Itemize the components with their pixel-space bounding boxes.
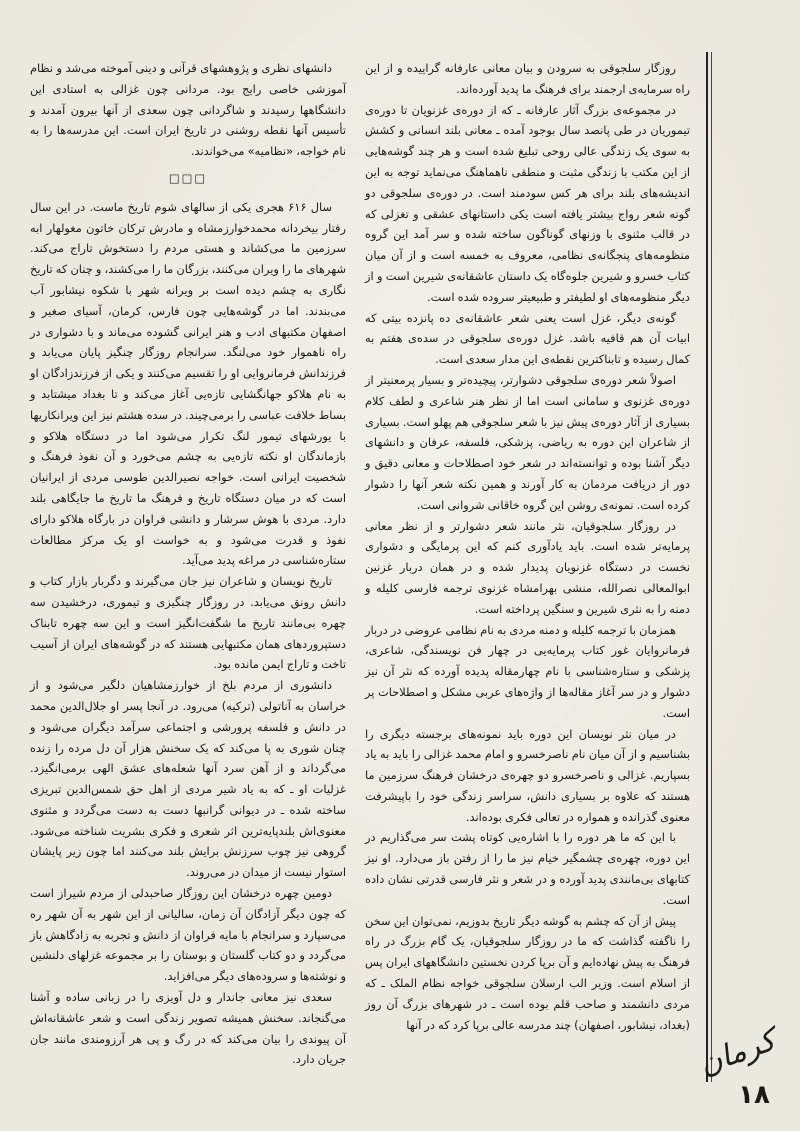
column-rule xyxy=(706,52,708,1082)
paragraph: در مجموعه‌ی بزرگ آثار عارفانه ـ که از دوره‌ی غزنویان تا دوره‌ی تیموریان در طی پانصد سال بوجود آمده ـ معانی بلند انسانی و کشش به سوی یک زندگی عالی روحی تبلیغ شده است و هر چند گوشه‌هایی از این مکتب با زندگی مثبت و منطقی ناهماهنگ می‌نماید توجه به این اندیشه‌های بلند برای هر کس سودمند است. در دوره‌ی سلجوقی دو گونه شعر رواج بیشتر یافته است یکی داستانهای عشقی و تغزلی که در قالب مثنوی با وزنهای گوناگون ساخته شده و سر آمد این گروه منظومه‌های پنجگانه‌ی نظامی، معروف به خمسه است و از آن میان کتاب خسرو و شیرین جلوه‌گاه یک داستان عاشقانه‌ی شیرین است و از دیگر منظومه‌های او لطیفتر و طبیعیتر سروده شده است. xyxy=(365,102,690,304)
section-break-ornament: □□□ xyxy=(168,170,208,185)
magazine-logo: کرمان xyxy=(694,1022,781,1083)
paragraph: گونه‌ی دیگر، غزل است یعنی شعر عاشقانه‌ی ده پانزده بیتی که ابیات آن هم قافیه باشد. غزل دوره‌ی سلجوقی در سده‌ی هفتم به کمال رسیده و تابناکترین نقطه‌ی این مدار سعدی است. xyxy=(365,310,690,367)
paragraph: پیش از آن که چشم به گوشه دیگر تاریخ بدوزیم، نمی‌توان این سخن را ناگفته گذاشت که ما در روزگار سلجوقیان، یک گام بزرگ در راه فرهنگ به پیش نهاده‌ایم و آن برپا کردن نخستین دانشگاههای ایران پس از اسلام است. وزیر الب ارسلان سلجوقی خواجه نظام الملک ـ که مردی دانشمند و صاحب قلم بوده است ـ در شهرهای بزرگ آن روز (بغداد، نیشابور، اصفهان) چند مدرسه عالی برپا کرد که در آنها xyxy=(365,913,690,1032)
paragraph: اصولاً شعر دوره‌ی سلجوقی دشوارتر، پیچیده‌تر و بسیار پرمعنیتر از دوره‌ی غزنوی و سامانی است اما از نظر هنر شاعری و لطف کلام بسیاری از آثار دوره‌ی پیش نیز با شعر سلجوقی هم پهلو است. بسیاری از شاعران این دوره به ریاضی، پزشکی، فلسفه، عرفان و دانشهای دیگر آشنا بوده و توانسته‌اند در شعر خود اصطلاحات و معانی دقیق و دور از دریافت مردمان به کار آورند و همین نکته شعر آنها را دشوار کرده است. نمونه‌ی روشن این گروه خاقانی شروانی است. xyxy=(365,372,690,512)
paragraph: در میان نثر نویسان این دوره باید نمونه‌های برجسته دیگری را بشناسیم و از آن میان نام ناصرخسرو و امام محمد غزالی را باید به یاد بسپاریم. غزالی و ناصرخسرو دو چهره‌ی درخشان فرهنگ سرزمین ما هستند که علاوه بر بسیاری دانش، سراسر زندگی خود را باپیشرفت معنوی گذرانده و همواره در تعالی فکری بوده‌اند. xyxy=(365,726,690,824)
right-text-column xyxy=(365,58,690,1083)
page-number: ۱۸ xyxy=(738,1080,770,1110)
paragraph: دومین چهره درخشان این روزگار صاحبدلی از مردم شیراز است که چون دیگر آزادگان آن زمان، سالیانی از این شهر به آن شهر ره می‌سپارد و سرانجام با مایه فراوان از دانش و تجربه به زادگاهش باز می‌گردد و دو کتاب گلستان و بوستان را بر مجموعه غزلهای دلنشین و نوشته‌ها و سروده‌های دیگر می‌افزاید. xyxy=(30,886,346,984)
paragraph: در روزگار سلجوقیان، نثر مانند شعر دشوارتر و از نظر معانی پرمایه‌تر شده است. باید یادآوری کنم که این پرمایگی و دشواری نخست در دستگاه غزنویان پدیدار شده و در همان دربار غزنین ابوالمعالی نصرالله، منشی بهرامشاه غزنوی ترجمه فارسی کلیله و دمنه را به نثری شیرین و سنگین پرداخته است. xyxy=(365,518,690,616)
paragraph: روزگار سلجوقی به سرودن و بیان معانی عارفانه گراییده و از این راه سرمایه‌ی ارجمند برای فرهنگ ما پدید آورده‌اند. xyxy=(365,61,690,96)
column-rule-thin xyxy=(711,52,712,1082)
left-text-column xyxy=(30,58,346,1067)
paragraph: دانشهای نظری و پژوهشهای قرآنی و دینی آموخته می‌شد و نظام آموزشی خاصی رایج بود. مردانی چون غزالی به استادی این دانشگاهها رسیدند و شاگردانی چون سعدی از آنها بیرون آمدند و تأسیس آنها نقطه روشنی در تاریخ ایران است. این مدرسه‌ها را به نام خواجه، «نظامیه» می‌خواندند. xyxy=(30,61,346,159)
paragraph: تاریخ نویسان و شاعران نیز جان می‌گیرند و دگربار بازار کتاب و دانش رونق می‌یابد. در روزگار چنگیزی و تیموری، درخشیدن سه چهره بی‌مانند تاریخ ما شگفت‌انگیز است و این سه چهره تابناک دستپروردهای همان مکتبهایی هستند که در گوشه‌های ایران از آسیب تاخت و تاراج ایمن مانده بود. xyxy=(30,574,346,672)
paragraph: دانشوری از مردم بلخ از خوارزمشاهیان دلگیر می‌شود و از خراسان به آناتولی (ترکیه) می‌رود. در آنجا پسر او جلال‌الدین محمد در دانش و فلسفه پرورشی و اجتماعی سرآمد دیگران می‌شود و چنان شوری به پا می‌کند که یک سخنش هزار آن دل مرده را زنده می‌گرداند و از آهن سرد آنها شعله‌های عشق الهی برمی‌انگیزد. غزلیات او ـ که به یاد شیر مردی از اهل حق شمس‌الدین تبریزی ساخته شده ـ در دیوانی گرانبها دست به دست می‌گردد و مثنوی معنوی‌اش بلندپایه‌ترین اثر شعری و فکری بشریت شناخته می‌شود. گروهی نیز چوب سرزنش برایش بلند می‌کنند اما چون زیر پایشان استوار نیست از میدان در می‌روند. xyxy=(30,678,346,880)
paragraph: همزمان با ترجمه کلیله و دمنه مردی به نام نظامی عروضی در دربار فرمانروایان غور کتاب پرمایه‌یی در چهار فن نویسندگی، شاعری، پزشکی و ستاره‌شناسی با نام چهارمقاله پدیده آورده که نثر آن نیز دشوار و در سر آغاز مقاله‌ها از واژه‌های عربی مشکل و اصطلاحات پر است. xyxy=(365,622,690,720)
paragraph: سعدی نیز معانی جاندار و دل آویزی را در زبانی ساده و آشنا می‌گنجاند. سخنش همیشه تصویر زندگی است و شعر عاشقانه‌اش آن پیوندی را بیان می‌کند که در رگ و پی هر آرزومندی مانند جان جریان دارد. xyxy=(30,990,346,1067)
paragraph: سال ۶۱۶ هجری یکی از سالهای شوم تاریخ ماست. در این سال رفتار بیخردانه محمدخوارزمشاه و مادرش ترکان خاتون مغولهار ابه سرزمین ما می‌کشاند و هستی مردم را دستخوش تاراج می‌کند. شهرهای ما را ویران می‌کنند، بزرگان ما را می‌کشند، و چنان که تاریخ نگاری به چشم دیده است بر ویرانه شهر با شکوه نیشابور آب می‌بندند. اما در گوشه‌هایی چون فارس، کرمان، آسیای صغیر و اصفهان مکتبهای ادب و هنر ایرانی گشوده می‌ماند و با دشواری در راه ناهموار خود می‌لنگد. سرانجام روزگار چنگیز پایان می‌یابد و فرزندانش فرمانروایی او را تقسیم می‌کنند و یکی از فرزندزادگان او به نام هلاکو جهانگشایی تازه‌یی آغاز می‌کند و تا بغداد میشتابد و بساط خلافت عباسی را برمی‌چیند. در سده هشتم نیز این ویرانکاریها با یورشهای تیمور لنگ تکرار می‌شود اما در دستگاه هلاکو و بازماندگان او نکته تازه‌یی به چشم می‌خورد و آن نفوذ فرهنگ و شخصیت ایرانی است. خواجه نصیرالدین طوسی مردی از ایرانیان است که در میان دستگاه تاریخ و فرهنگ ما تاریخ ما جایگاهی بلند دارد. مردی با هوش سرشار و دانشی فراوان در بارگاه هلاکو دارای نفوذ و قدرت می‌شود و به خواست او یک مرکز مطالعات ستاره‌شناسی در مراغه پدید می‌آید. xyxy=(30,199,346,568)
paragraph: با این که ما هر دوره را با اشاره‌یی کوتاه پشت سر می‌گذاریم در این دوره، چهره‌ی چشمگیر خیام نیز ما را از رفتن باز می‌دارد. او نیز کتابهای بی‌مانندی پدید آورده و در شعر و نثر فارسی قدرتی نشان داده است. xyxy=(365,830,690,907)
